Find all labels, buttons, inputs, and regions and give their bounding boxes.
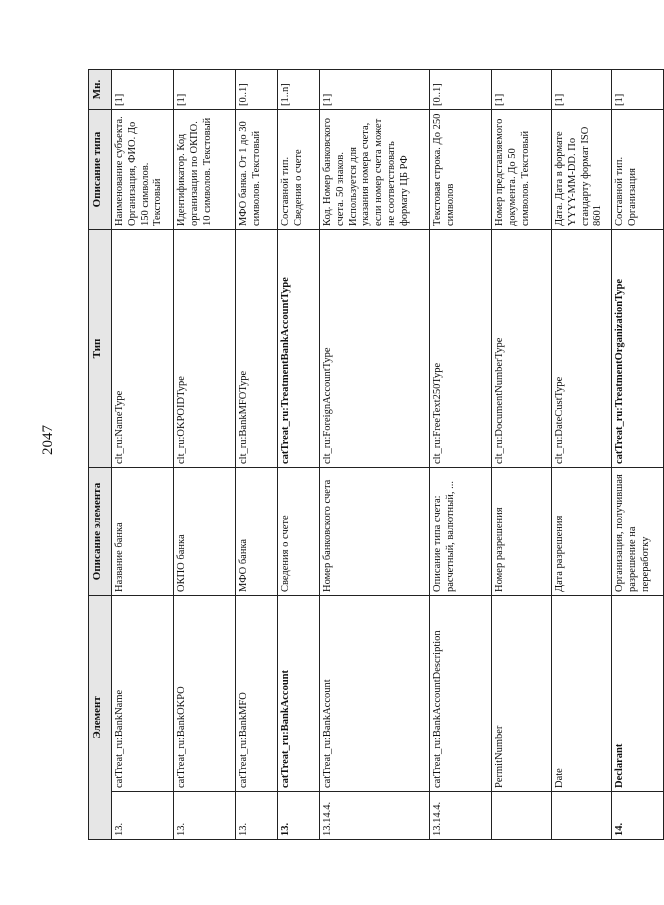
table-row — [112, 70, 174, 840]
row-element-name: catTreat_ru:BankAccountDescription — [430, 596, 492, 792]
row-type-description: Код. Номер банковского счета. 50 знаков. Используется для указания номера счета, если номер счета может не соответствовать формату ЦБ РФ — [320, 110, 430, 230]
row-element-description: Название банка — [112, 468, 174, 596]
row-number: 13.14.4. — [430, 792, 492, 840]
table-row — [278, 70, 320, 840]
row-element-description: Организация, получившая разрешение на переработку — [612, 468, 664, 596]
row-type-description: Наименование субъекта. Организация, ФИО. До 150 символов. Текстовый — [112, 110, 174, 230]
row-type: clt_ru:OKPOIDType — [174, 230, 236, 468]
row-element-name: catTreat_ru:BankName — [112, 596, 174, 792]
row-element-name: catTreat_ru:BankMFO — [236, 596, 278, 792]
row-number: 14. — [612, 792, 664, 840]
table-row — [612, 70, 664, 840]
row-multiplicity: [1..n] — [278, 70, 320, 110]
header-type: Тип — [89, 230, 112, 468]
row-multiplicity: [1] — [552, 70, 612, 110]
rotated-table-wrapper — [88, 70, 651, 840]
row-type: catTreat_ru:TreatmentBankAccountType — [278, 230, 320, 468]
row-type: clt_ru:NameType — [112, 230, 174, 468]
row-number — [552, 792, 612, 840]
row-element-description: Дата разрешения — [552, 468, 612, 596]
row-multiplicity: [1] — [320, 70, 430, 110]
table-body — [112, 70, 664, 840]
row-type: clt_ru:DocumentNumberType — [492, 230, 552, 468]
row-multiplicity: [1] — [612, 70, 664, 110]
header-element: Элемент — [89, 596, 112, 840]
elements-table — [88, 69, 664, 840]
row-type-description: МФО банка. От 1 до 30 символов. Текстовый — [236, 110, 278, 230]
table-row — [320, 70, 430, 840]
row-number: 13. — [112, 792, 174, 840]
row-multiplicity: [1] — [492, 70, 552, 110]
row-type-description: Идентификатор. Код организации по ОКПО. 10 символов. Текстовый — [174, 110, 236, 230]
row-multiplicity: [1] — [174, 70, 236, 110]
row-type-description: Составной тип. Сведения о счете — [278, 110, 320, 230]
row-number: 13.14.4. — [320, 792, 430, 840]
row-type-description: Текстовая строка. До 250 символов — [430, 110, 492, 230]
row-type: catTreat_ru:TreatmentOrganizationType — [612, 230, 664, 468]
row-multiplicity: [0..1] — [430, 70, 492, 110]
row-element-name: catTreat_ru:BankAccount — [320, 596, 430, 792]
row-number: 13. — [278, 792, 320, 840]
row-element-name: Date — [552, 596, 612, 792]
row-element-description: МФО банка — [236, 468, 278, 596]
table-row — [552, 70, 612, 840]
row-element-name: catTreat_ru:BankAccount — [278, 596, 320, 792]
page-number: 2047 — [40, 425, 56, 455]
row-number: 13. — [236, 792, 278, 840]
row-element-description: Сведения о счете — [278, 468, 320, 596]
row-element-name: PermitNumber — [492, 596, 552, 792]
table-row — [236, 70, 278, 840]
row-element-description: Описание типа счета: расчетный, валютный, ... — [430, 468, 492, 596]
row-number: 13. — [174, 792, 236, 840]
row-type: clt_ru:FreeText250Type — [430, 230, 492, 468]
row-multiplicity: [0..1] — [236, 70, 278, 110]
table-row — [174, 70, 236, 840]
row-element-name: catTreat_ru:BankOKPO — [174, 596, 236, 792]
row-type-description: Составной тип. Организация — [612, 110, 664, 230]
row-element-description: Номер разрешения — [492, 468, 552, 596]
row-type: clt_ru:ForeignAccountType — [320, 230, 430, 468]
table-row — [430, 70, 492, 840]
row-element-description: Номер банковского счета — [320, 468, 430, 596]
row-type: clt_ru:BankMFOType — [236, 230, 278, 468]
table-row — [492, 70, 552, 840]
row-multiplicity: [1] — [112, 70, 174, 110]
row-element-description: ОКПО банка — [174, 468, 236, 596]
header-multiplicity: Мн. — [89, 70, 112, 110]
row-element-name: Declarant — [612, 596, 664, 792]
header-element-description: Описание элемента — [89, 468, 112, 596]
table-header-row — [89, 70, 112, 840]
row-type-description: Номер представляемого документа. До 50 символов. Текстовый — [492, 110, 552, 230]
header-type-description: Описание типа — [89, 110, 112, 230]
row-type: clt_ru:DateCustType — [552, 230, 612, 468]
row-number — [492, 792, 552, 840]
row-type-description: Дата. Дата в формате YYYY-MM-DD. По стандарту формат ISO 8601 — [552, 110, 612, 230]
